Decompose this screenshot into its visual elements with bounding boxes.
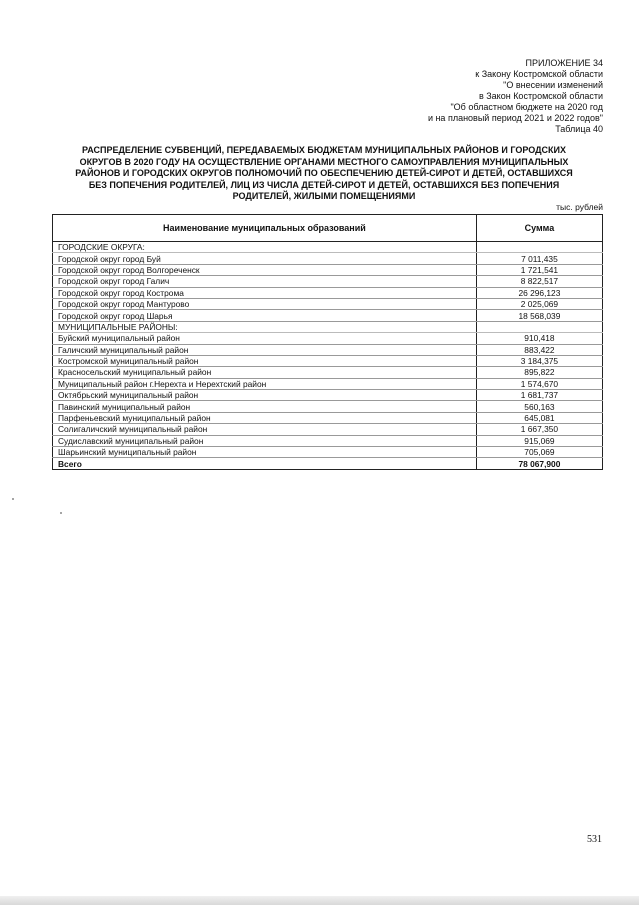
table-row: [53, 253, 603, 264]
municipality-name: Судиславский муниципальный район: [53, 435, 477, 446]
municipality-name: Городской округ город Буй: [53, 253, 477, 264]
amount-cell: 915,069: [476, 435, 602, 446]
title-line: РАЙОНОВ И ГОРОДСКИХ ОКРУГОВ ПОЛНОМОЧИЙ ПО ОБЕСПЕЧЕНИЮ ДЕТЕЙ-СИРОТ И ДЕТЕЙ, ОСТАВШИХСЯ: [75, 168, 573, 179]
amount-cell: 1 721,541: [476, 264, 602, 275]
municipality-name: Муниципальный район г.Нерехта и Нерехтский район: [53, 378, 477, 389]
table-row: [53, 435, 603, 446]
table-row: [53, 424, 603, 435]
municipality-name: Шарьинский муниципальный район: [53, 447, 477, 458]
page-number: 531: [587, 834, 602, 845]
municipality-name: Городской округ город Волгореченск: [53, 264, 477, 275]
title-line: БЕЗ ПОПЕЧЕНИЯ РОДИТЕЛЕЙ, ЛИЦ ИЗ ЧИСЛА ДЕТЕЙ-СИРОТ И ДЕТЕЙ, ОСТАВШИХСЯ БЕЗ ПОПЕЧЕНИЯ: [88, 179, 560, 190]
amount-cell: 705,069: [476, 447, 602, 458]
table-row: [53, 401, 603, 412]
amount-cell: 645,081: [476, 412, 602, 423]
amount-cell: 8 822,517: [476, 276, 602, 287]
table-row: [53, 447, 603, 458]
total-amount: 78 067,900: [476, 458, 602, 469]
title-line: РАСПРЕДЕЛЕНИЕ СУБВЕНЦИЙ, ПЕРЕДАВАЕМЫХ БЮДЖЕТАМ МУНИЦИПАЛЬНЫХ РАЙОНОВ И ГОРОДСКИХ: [82, 145, 566, 155]
municipality-name: Красносельский муниципальный район: [53, 367, 477, 378]
amount-cell: 1 574,670: [476, 378, 602, 389]
municipality-name: Буйский муниципальный район: [53, 333, 477, 344]
scan-speck: [60, 512, 62, 514]
annex-line: "О внесении изменений: [503, 80, 603, 90]
section-label: ГОРОДСКИЕ ОКРУГА:: [53, 242, 477, 253]
header-sum: Сумма: [476, 215, 602, 242]
table-row: [53, 298, 603, 309]
annex-line: в Закон Костромской области: [478, 91, 603, 101]
subvention-table: [52, 214, 603, 470]
table-row: [53, 287, 603, 298]
amount-cell: 2 025,069: [476, 298, 602, 309]
scan-edge: [0, 896, 639, 905]
municipality-name: Городской округ город Галич: [53, 276, 477, 287]
table-row: [53, 367, 603, 378]
section-label: МУНИЦИПАЛЬНЫЕ РАЙОНЫ:: [53, 321, 477, 332]
section-row: [53, 321, 603, 332]
municipality-name: Костромской муниципальный район: [53, 355, 477, 366]
amount-cell: 910,418: [476, 333, 602, 344]
header-name: Наименование муниципальных образований: [53, 215, 477, 242]
municipality-name: Галичский муниципальный район: [53, 344, 477, 355]
title-line: ОКРУГОВ В 2020 ГОДУ НА ОСУЩЕСТВЛЕНИЕ ОРГАНАМИ МЕСТНОГО САМОУПРАВЛЕНИЯ МУНИЦИПАЛЬНЫХ: [79, 156, 569, 167]
table-number: Таблица 40: [555, 124, 603, 134]
scan-speck: [12, 498, 14, 500]
annex-header: [343, 58, 603, 135]
amount-cell: 26 296,123: [476, 287, 602, 298]
municipality-name: Городской округ город Мантурово: [53, 298, 477, 309]
amount-cell: 18 568,039: [476, 310, 602, 321]
municipality-name: Парфеньевский муниципальный район: [53, 412, 477, 423]
table-row: [53, 355, 603, 366]
table-row: [53, 378, 603, 389]
document-title: [60, 145, 588, 203]
amount-cell: 7 011,435: [476, 253, 602, 264]
table-row: [53, 390, 603, 401]
title-line: РОДИТЕЛЕЙ, ЖИЛЫМИ ПОМЕЩЕНИЯМИ: [232, 191, 416, 202]
annex-line: и на плановый период 2021 и 2022 годов": [427, 113, 603, 123]
annex-line: "Об областном бюджете на 2020 год: [450, 102, 603, 112]
amount-cell: 1 667,350: [476, 424, 602, 435]
amount-cell: 560,163: [476, 401, 602, 412]
amount-cell: 3 184,375: [476, 355, 602, 366]
section-row: [53, 242, 603, 253]
municipality-name: Городской округ город Шарья: [53, 310, 477, 321]
amount-cell: [476, 242, 602, 253]
municipality-name: Солигаличский муниципальный район: [53, 424, 477, 435]
table-row: [53, 310, 603, 321]
table-row: [53, 344, 603, 355]
table-row: [53, 412, 603, 423]
annex-line: к Закону Костромской области: [475, 69, 603, 79]
amount-cell: 1 681,737: [476, 390, 602, 401]
table-row: [53, 333, 603, 344]
table-header-row: [53, 215, 603, 242]
total-label: Всего: [53, 458, 477, 469]
total-row: [53, 458, 603, 469]
units-label: тыс. рублей: [556, 202, 603, 212]
table-row: [53, 276, 603, 287]
annex-line: ПРИЛОЖЕНИЕ 34: [525, 58, 603, 68]
amount-cell: 895,822: [476, 367, 602, 378]
table-row: [53, 264, 603, 275]
amount-cell: [476, 321, 602, 332]
municipality-name: Городской округ город Кострома: [53, 287, 477, 298]
municipality-name: Павинский муниципальный район: [53, 401, 477, 412]
amount-cell: 883,422: [476, 344, 602, 355]
municipality-name: Октябрьский муниципальный район: [53, 390, 477, 401]
